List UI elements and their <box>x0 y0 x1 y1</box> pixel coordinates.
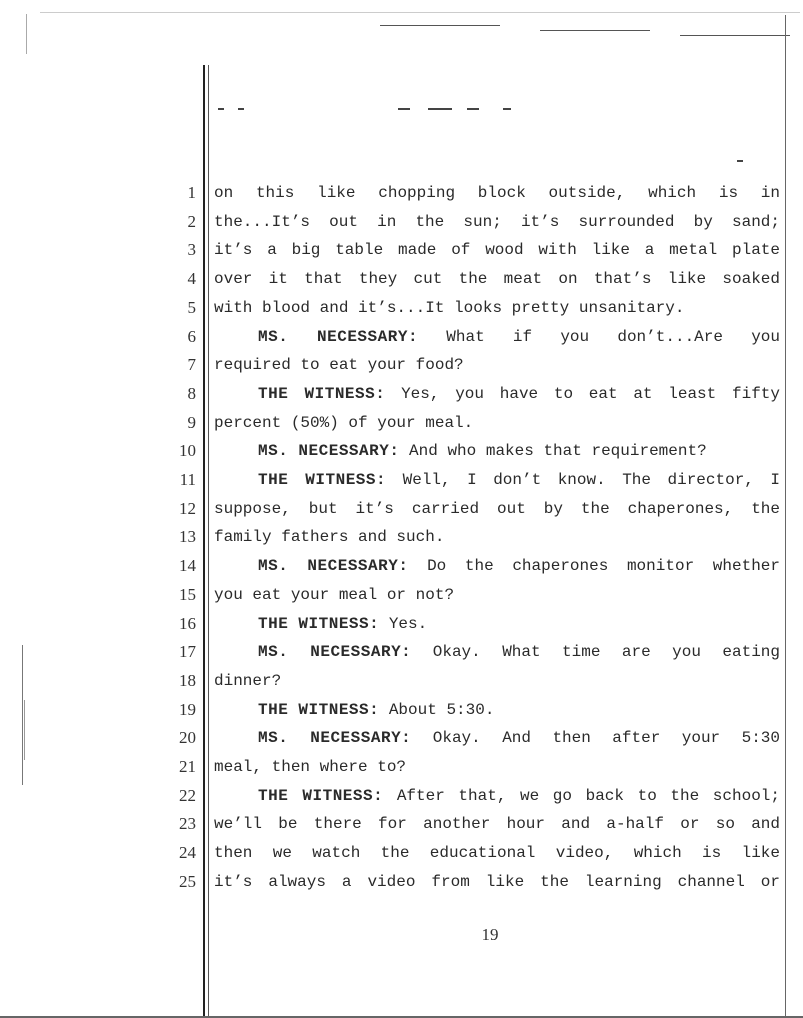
speaker-label: THE WITNESS: <box>258 787 384 805</box>
scan-artifact <box>503 108 511 110</box>
speaker-label: MS. NECESSARY: <box>258 557 409 575</box>
right-page-edge <box>785 15 786 1018</box>
line-number: 23 <box>179 814 196 833</box>
line-number: 7 <box>187 355 196 374</box>
speaker-label: THE WITNESS: <box>258 701 380 719</box>
line-number: 12 <box>179 499 196 518</box>
line-number: 17 <box>179 642 196 661</box>
transcript-line <box>214 557 780 575</box>
scan-artifact <box>737 160 743 162</box>
scan-artifact <box>40 12 800 13</box>
line-number: 22 <box>179 786 196 805</box>
line-text: About 5:30. <box>388 701 495 719</box>
line-number: 4 <box>187 269 196 288</box>
transcript-line <box>214 873 780 891</box>
transcript-line <box>214 787 780 805</box>
left-margin-rule <box>208 65 209 1018</box>
speaker-label: MS. NECESSARY: <box>258 729 412 747</box>
line-number: 21 <box>179 757 196 776</box>
line-number: 11 <box>179 470 196 489</box>
transcript-line <box>214 528 780 546</box>
line-text: Yes, you have to eat at least fifty <box>401 385 780 403</box>
line-text: After that, we go back to the school; <box>396 787 780 805</box>
transcript-line <box>214 414 780 432</box>
line-text: over it that they cut the meat on that’s like soaked <box>214 270 780 288</box>
transcript-line <box>214 844 780 862</box>
line-number: 20 <box>179 728 196 747</box>
scan-artifact <box>467 108 479 110</box>
transcript-line <box>214 270 780 288</box>
speaker-label: MS. NECESSARY: <box>258 442 400 460</box>
scan-artifact <box>218 108 224 110</box>
line-number: 9 <box>187 413 196 432</box>
line-text: family fathers and such. <box>214 528 445 546</box>
scan-artifact <box>428 108 452 110</box>
transcript-line <box>214 442 780 460</box>
transcript-line <box>214 328 780 346</box>
transcript-line <box>214 471 780 489</box>
line-number: 14 <box>179 556 196 575</box>
line-text: it’s a big table made of wood with like a metal plate <box>214 241 780 259</box>
scan-artifact <box>680 35 790 36</box>
transcript-line <box>214 815 780 833</box>
line-text: dinner? <box>214 672 282 690</box>
line-number: 18 <box>179 671 196 690</box>
transcript-line <box>214 184 780 202</box>
line-number: 8 <box>187 384 196 403</box>
line-number: 10 <box>179 441 196 460</box>
line-text: the...It’s out in the sun; it’s surrounded by sand; <box>214 213 780 231</box>
line-number: 16 <box>179 614 196 633</box>
scan-artifact <box>380 25 500 26</box>
transcript-line <box>214 241 780 259</box>
line-text: Okay. And then after your 5:30 <box>432 729 781 747</box>
line-text: we’ll be there for another hour and a-half or so and <box>214 815 780 833</box>
transcript-line <box>214 643 780 661</box>
scan-artifact <box>540 30 650 31</box>
speaker-label: MS. NECESSARY: <box>258 643 412 661</box>
line-number: 6 <box>187 327 196 346</box>
line-text: it’s always a video from like the learning channel or <box>214 873 780 891</box>
line-number: 24 <box>179 843 196 862</box>
scan-artifact <box>22 645 23 785</box>
line-text: suppose, but it’s carried out by the chaperones, the <box>214 500 780 518</box>
speaker-label: MS. NECESSARY: <box>258 328 419 346</box>
page-number: 19 <box>481 925 499 944</box>
transcript-line <box>214 299 780 317</box>
transcript-line <box>214 615 780 633</box>
scan-artifact <box>26 14 27 54</box>
transcript-line <box>214 586 780 604</box>
line-number: 2 <box>187 212 196 231</box>
line-number: 13 <box>179 527 196 546</box>
line-text: percent (50%) of your meal. <box>214 414 474 432</box>
transcript-line <box>214 701 780 719</box>
line-text: Okay. What time are you eating <box>432 643 781 661</box>
line-text: required to eat your food? <box>214 356 464 374</box>
transcript-line <box>214 758 780 776</box>
line-text: Well, I don’t know. The director, I <box>402 471 780 489</box>
line-text: meal, then where to? <box>214 758 407 776</box>
speaker-label: THE WITNESS: <box>258 471 387 489</box>
line-number: 1 <box>187 183 196 202</box>
scan-artifact <box>398 108 410 110</box>
line-number: 3 <box>187 240 196 259</box>
speaker-label: THE WITNESS: <box>258 385 386 403</box>
line-text: What if you don’t...Are you <box>446 328 781 346</box>
line-text: Yes. <box>388 615 428 633</box>
line-text: then we watch the educational video, which is like <box>214 844 780 862</box>
transcript-line <box>214 385 780 403</box>
line-text: you eat your meal or not? <box>214 586 455 604</box>
transcript-line <box>214 672 780 690</box>
line-number: 5 <box>187 298 196 317</box>
left-margin-rule <box>203 65 205 1018</box>
line-text: with blood and it’s...It looks pretty unsanitary. <box>214 299 685 317</box>
scan-artifact <box>238 108 244 110</box>
line-number: 25 <box>179 872 196 891</box>
line-number: 15 <box>179 585 196 604</box>
line-text: Do the chaperones monitor whether <box>427 557 781 575</box>
scan-artifact <box>24 700 25 760</box>
transcript-line <box>214 729 780 747</box>
transcript-line <box>214 213 780 231</box>
line-number: 19 <box>179 700 196 719</box>
speaker-label: THE WITNESS: <box>258 615 380 633</box>
transcript-line <box>214 356 780 374</box>
line-text: And who makes that requirement? <box>409 442 707 460</box>
transcript-line <box>214 500 780 518</box>
line-text: on this like chopping block outside, which is in <box>214 184 780 202</box>
